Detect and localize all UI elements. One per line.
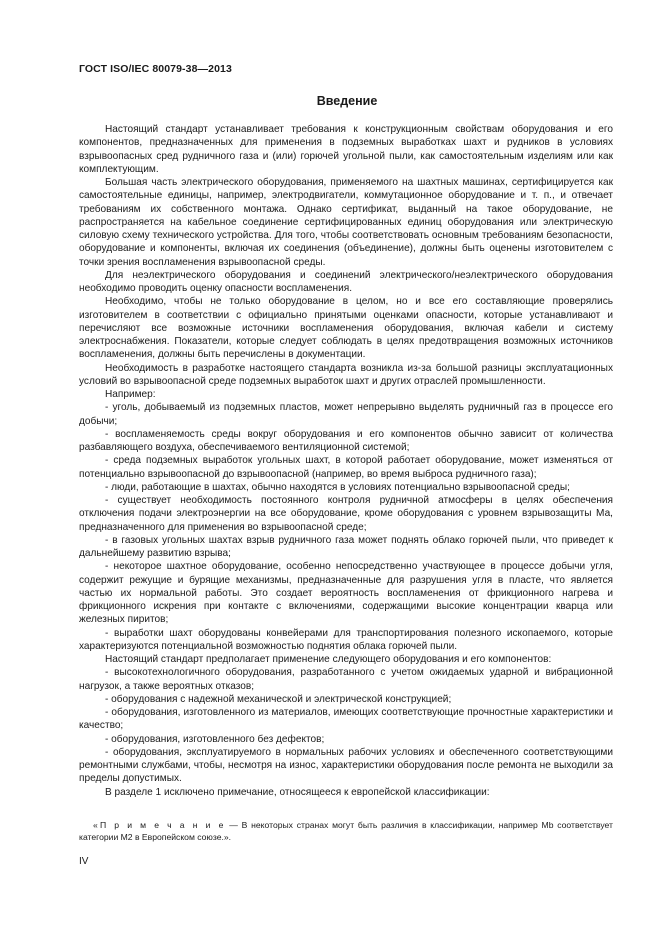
paragraph: Для неэлектрического оборудования и соединений электрического/неэлектрического оборудования необходимо проводить оценку опасности воспламенения. [79,269,613,294]
note-block [79,820,613,843]
note-label: «П р и м е ч а н и е [93,820,226,830]
list-item: - выработки шахт оборудованы конвейерами для транспортирования полезного ископаемого, которые характеризуются потенциальной возможностью поднятия облака горючей пыли. [79,627,613,652]
paragraph: Необходимость в разработке настоящего стандарта возникла из-за большой разницы эксплуатационных условий во взрывоопасной среде подземных выработок шахт и других отраслей промышленности. [79,362,613,387]
list-item: - оборудования, изготовленного из материалов, имеющих соответствующие прочностные характеристики и качество; [79,707,613,732]
list-item: - воспламеняемость среды вокруг оборудования и его компонентов обычно зависит от количества разбавляющего воздуха, обеспечиваемого вентиляционной системой; [79,428,613,453]
paragraph: Настоящий стандарт устанавливает требования к конструкционным свойствам оборудования и его компонентов, предназначенных для применения в подземных выработках шахт и рудников в условиях взрывоопасных сред рудничного газа и (или) горючей угольной пыли, как самостоятельным изделиям или как комплектующим. [79,124,613,175]
list-item: - в газовых угольных шахтах взрыв рудничного газа может поднять облако горючей пыли, что приведет к дальнейшему развитию взрыва; [79,534,613,559]
list-item: - существует необходимость постоянного контроля рудничной атмосферы в целях обеспечения отключения подачи электроэнергии на все оборудование, кроме оборудования с уровнем взрывозащиты Ма, предназначенного для применения во взрывоопасной среде; [79,495,613,533]
list-item: - среда подземных выработок угольных шахт, в которой работает оборудование, может изменяться от потенциально взрывоопасной до взрывоопасной (например, во время выброса рудничного газа); [79,455,613,480]
list-item: - оборудования, изготовленного без дефектов; [105,733,325,745]
list-item: - некоторое шахтное оборудование, особенно непосредственно участвующее в процессе добычи угля, содержит режущие и бурящие механизмы, предназначенные для разрушения угля в пласте, что является частью их нормальной работы. Это создает вероятность воспламенения от фрикционного нагрева и фрикционного искрения при контакте с включениями, содержащими высокие концентрации кварца или железных пиритов; [79,561,613,626]
list-item: - высокотехнологичного оборудования, разработанного с учетом ожидаемых ударной и вибрационной нагрузок, а также вероятных отказов; [79,667,613,692]
list-item: - уголь, добываемый из подземных пластов, может непрерывно выделять рудничный газ в процессе его добычи; [79,402,613,427]
list-item: - люди, работающие в шахтах, обычно находятся в условиях потенциально взрывоопасной среды; [105,481,570,493]
body-text [79,123,613,799]
section-title: Введение [316,94,378,108]
document-header: ГОСТ ISO/IEC 80079-38—2013 [79,63,232,75]
paragraph: Большая часть электрического оборудования, применяемого на шахтных машинах, сертифицируется как самостоятельные единицы, например, электродвигатели, коммутационное оборудование и т. п., и отвечает требованиям их собственного монтажа. Однако сертификат, выданный на такое оборудование, не распространяется на кабельное соединение сертифицированных единиц оборудования или электрическую силовую схему технического устройства. Для того, чтобы соответствовать основным требованиям безопасности, оборудование и компоненты, включая их соединения (объединение), должны быть оценены изготовителем с точки зрения воспламенения взрывоопасной среды. [79,177,613,268]
list-item: - оборудования с надежной механической и электрической конструкцией; [105,693,452,705]
paragraph: В разделе 1 исключено примечание, относящееся к европейской классификации: [105,786,490,798]
paragraph: Настоящий стандарт предполагает применение следующего оборудования и его компонентов: [105,654,552,665]
note-text: — В некоторых странах могут быть различия в классификации, например Mb соответствует категории М2 в Европейском союзе.». [79,820,613,842]
list-item: - оборудования, эксплуатируемого в нормальных рабочих условиях и обеспеченного соответствующими ремонтными службами, чтобы, несмотря на износ, характеристики оборудования после ремонта не выходили за пределы допустимых. [79,746,613,785]
note-paragraph [79,820,613,843]
page-number: IV [79,856,89,867]
paragraph: Например: [105,389,156,400]
paragraph: Необходимо, чтобы не только оборудование в целом, но и все его составляющие проверялись изготовителем в соответствии с официально принятыми оценками опасности, которые устанавливают и перечисляют все возможные источники воспламенения оборудования, включая кабели и систему электроснабжения. Показатели, которые следует соблюдать в целях предотвращения возможных источников воспламенения, должны быть перечислены в документации. [79,296,613,361]
